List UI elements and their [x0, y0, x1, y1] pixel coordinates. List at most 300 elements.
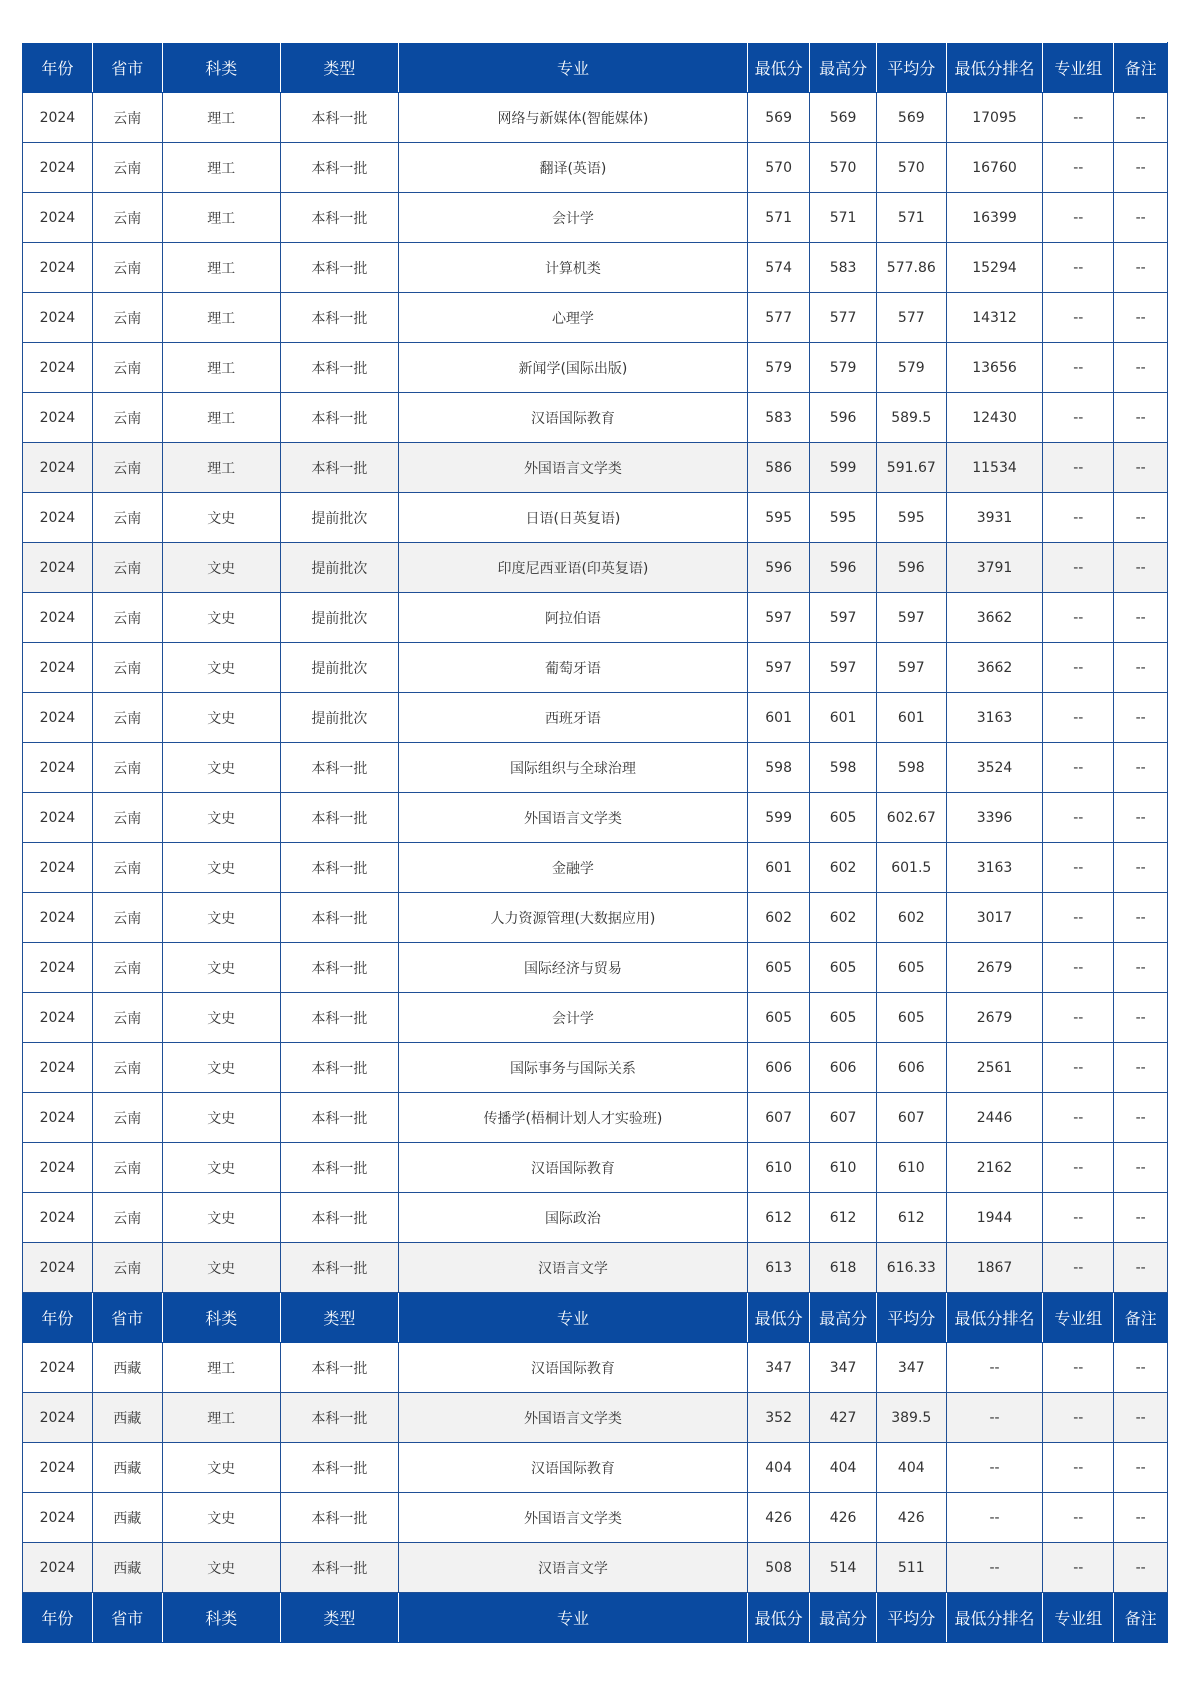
cell-major-group: -- — [1043, 1093, 1114, 1143]
cell-major-group: -- — [1043, 1043, 1114, 1093]
cell-batch: 本科一批 — [280, 1343, 398, 1393]
cell-major: 新闻学(国际出版) — [398, 343, 747, 393]
cell-avg-score: 616.33 — [876, 1243, 946, 1293]
cell-province: 云南 — [92, 943, 162, 993]
cell-province: 云南 — [92, 593, 162, 643]
cell-min-score: 595 — [747, 493, 809, 543]
cell-major-group: -- — [1043, 493, 1114, 543]
table-row — [23, 243, 1168, 293]
cell-year: 2024 — [23, 1143, 93, 1193]
table-row — [23, 693, 1168, 743]
cell-major-group: -- — [1043, 93, 1114, 143]
cell-major: 会计学 — [398, 193, 747, 243]
header-cell-max-score: 最高分 — [810, 1293, 877, 1343]
table-row — [23, 993, 1168, 1043]
cell-batch: 本科一批 — [280, 1243, 398, 1293]
cell-batch: 本科一批 — [280, 993, 398, 1043]
cell-batch: 本科一批 — [280, 1493, 398, 1543]
cell-avg-score: 570 — [876, 143, 946, 193]
cell-remark: -- — [1114, 243, 1168, 293]
header-cell-avg-score: 平均分 — [876, 1293, 946, 1343]
cell-avg-score: 606 — [876, 1043, 946, 1093]
cell-min-rank: 2446 — [946, 1093, 1043, 1143]
header-cell-batch: 类型 — [280, 1293, 398, 1343]
cell-remark: -- — [1114, 543, 1168, 593]
cell-min-rank: 3017 — [946, 893, 1043, 943]
cell-min-rank: 1944 — [946, 1193, 1043, 1243]
cell-min-score: 612 — [747, 1193, 809, 1243]
cell-max-score: 514 — [810, 1543, 877, 1593]
cell-major: 金融学 — [398, 843, 747, 893]
header-cell-province: 省市 — [92, 1293, 162, 1343]
cell-year: 2024 — [23, 1243, 93, 1293]
cell-min-rank: 11534 — [946, 443, 1043, 493]
cell-remark: -- — [1114, 443, 1168, 493]
cell-min-rank: 14312 — [946, 293, 1043, 343]
cell-major: 汉语国际教育 — [398, 393, 747, 443]
header-cell-batch: 类型 — [280, 43, 398, 93]
cell-batch: 本科一批 — [280, 343, 398, 393]
cell-remark: -- — [1114, 593, 1168, 643]
cell-category: 文史 — [162, 493, 280, 543]
cell-max-score: 606 — [810, 1043, 877, 1093]
cell-batch: 本科一批 — [280, 1393, 398, 1443]
header-cell-province: 省市 — [92, 1593, 162, 1643]
cell-major-group: -- — [1043, 193, 1114, 243]
table-header-row — [23, 1593, 1168, 1643]
cell-batch: 本科一批 — [280, 1143, 398, 1193]
cell-min-rank: 2679 — [946, 993, 1043, 1043]
cell-avg-score: 569 — [876, 93, 946, 143]
cell-major: 汉语国际教育 — [398, 1143, 747, 1193]
cell-avg-score: 596 — [876, 543, 946, 593]
cell-max-score: 347 — [810, 1343, 877, 1393]
cell-category: 文史 — [162, 1093, 280, 1143]
cell-max-score: 570 — [810, 143, 877, 193]
cell-year: 2024 — [23, 843, 93, 893]
cell-province: 云南 — [92, 443, 162, 493]
cell-province: 西藏 — [92, 1443, 162, 1493]
cell-max-score: 597 — [810, 643, 877, 693]
cell-min-rank: 3163 — [946, 843, 1043, 893]
header-cell-major: 专业 — [398, 1593, 747, 1643]
table-header-row — [23, 1293, 1168, 1343]
table-body — [23, 43, 1168, 1643]
cell-min-score: 570 — [747, 143, 809, 193]
header-cell-min-rank: 最低分排名 — [946, 1593, 1043, 1643]
cell-province: 云南 — [92, 643, 162, 693]
cell-major-group: -- — [1043, 1243, 1114, 1293]
table-row — [23, 943, 1168, 993]
cell-major: 网络与新媒体(智能媒体) — [398, 93, 747, 143]
cell-category: 理工 — [162, 443, 280, 493]
cell-min-score: 404 — [747, 1443, 809, 1493]
cell-max-score: 579 — [810, 343, 877, 393]
cell-major: 外国语言文学类 — [398, 793, 747, 843]
cell-province: 云南 — [92, 743, 162, 793]
cell-min-score: 597 — [747, 643, 809, 693]
cell-category: 理工 — [162, 1343, 280, 1393]
cell-remark: -- — [1114, 1543, 1168, 1593]
cell-remark: -- — [1114, 1443, 1168, 1493]
cell-min-rank: 3662 — [946, 643, 1043, 693]
cell-avg-score: 577 — [876, 293, 946, 343]
cell-major: 会计学 — [398, 993, 747, 1043]
cell-min-score: 569 — [747, 93, 809, 143]
cell-major-group: -- — [1043, 143, 1114, 193]
cell-major-group: -- — [1043, 793, 1114, 843]
cell-category: 文史 — [162, 1043, 280, 1093]
header-cell-batch: 类型 — [280, 1593, 398, 1643]
cell-min-score: 605 — [747, 993, 809, 1043]
cell-major-group: -- — [1043, 893, 1114, 943]
cell-category: 文史 — [162, 593, 280, 643]
cell-category: 文史 — [162, 1493, 280, 1543]
cell-remark: -- — [1114, 1093, 1168, 1143]
cell-batch: 本科一批 — [280, 1043, 398, 1093]
cell-year: 2024 — [23, 993, 93, 1043]
cell-major: 汉语国际教育 — [398, 1443, 747, 1493]
cell-province: 云南 — [92, 793, 162, 843]
cell-major-group: -- — [1043, 393, 1114, 443]
cell-max-score: 598 — [810, 743, 877, 793]
cell-min-rank: 12430 — [946, 393, 1043, 443]
cell-min-score: 606 — [747, 1043, 809, 1093]
table-row — [23, 843, 1168, 893]
cell-province: 云南 — [92, 1043, 162, 1093]
cell-avg-score: 389.5 — [876, 1393, 946, 1443]
table-row — [23, 1443, 1168, 1493]
cell-min-rank: 3662 — [946, 593, 1043, 643]
cell-province: 云南 — [92, 843, 162, 893]
table-row — [23, 443, 1168, 493]
cell-batch: 本科一批 — [280, 193, 398, 243]
cell-year: 2024 — [23, 943, 93, 993]
cell-remark: -- — [1114, 843, 1168, 893]
cell-category: 理工 — [162, 1393, 280, 1443]
cell-major-group: -- — [1043, 443, 1114, 493]
cell-min-rank: -- — [946, 1443, 1043, 1493]
cell-year: 2024 — [23, 1093, 93, 1143]
cell-category: 文史 — [162, 743, 280, 793]
cell-category: 理工 — [162, 293, 280, 343]
cell-category: 文史 — [162, 993, 280, 1043]
cell-category: 理工 — [162, 243, 280, 293]
cell-max-score: 612 — [810, 1193, 877, 1243]
cell-category: 文史 — [162, 1443, 280, 1493]
cell-min-rank: -- — [946, 1543, 1043, 1593]
cell-major: 国际政治 — [398, 1193, 747, 1243]
cell-year: 2024 — [23, 1193, 93, 1243]
cell-category: 文史 — [162, 1143, 280, 1193]
cell-min-score: 574 — [747, 243, 809, 293]
table-row — [23, 1543, 1168, 1593]
header-cell-year: 年份 — [23, 1593, 93, 1643]
cell-year: 2024 — [23, 443, 93, 493]
cell-min-rank: 2679 — [946, 943, 1043, 993]
cell-province: 云南 — [92, 993, 162, 1043]
cell-max-score: 583 — [810, 243, 877, 293]
cell-remark: -- — [1114, 293, 1168, 343]
cell-max-score: 597 — [810, 593, 877, 643]
cell-min-rank: -- — [946, 1393, 1043, 1443]
cell-major-group: -- — [1043, 1393, 1114, 1443]
cell-major-group: -- — [1043, 643, 1114, 693]
table-row — [23, 1243, 1168, 1293]
cell-year: 2024 — [23, 93, 93, 143]
cell-remark: -- — [1114, 993, 1168, 1043]
cell-batch: 提前批次 — [280, 643, 398, 693]
table-row — [23, 593, 1168, 643]
cell-remark: -- — [1114, 1243, 1168, 1293]
cell-major-group: -- — [1043, 593, 1114, 643]
cell-major: 计算机类 — [398, 243, 747, 293]
cell-province: 云南 — [92, 343, 162, 393]
cell-province: 云南 — [92, 1243, 162, 1293]
cell-province: 云南 — [92, 393, 162, 443]
cell-batch: 本科一批 — [280, 293, 398, 343]
cell-year: 2024 — [23, 293, 93, 343]
header-cell-avg-score: 平均分 — [876, 43, 946, 93]
cell-province: 云南 — [92, 143, 162, 193]
header-cell-remark: 备注 — [1114, 1293, 1168, 1343]
cell-batch: 提前批次 — [280, 493, 398, 543]
cell-category: 文史 — [162, 543, 280, 593]
cell-avg-score: 602.67 — [876, 793, 946, 843]
cell-year: 2024 — [23, 1493, 93, 1543]
cell-major: 外国语言文学类 — [398, 1493, 747, 1543]
cell-avg-score: 598 — [876, 743, 946, 793]
cell-batch: 本科一批 — [280, 1443, 398, 1493]
cell-remark: -- — [1114, 793, 1168, 843]
header-cell-category: 科类 — [162, 1593, 280, 1643]
cell-major: 葡萄牙语 — [398, 643, 747, 693]
cell-min-score: 613 — [747, 1243, 809, 1293]
table-row — [23, 1343, 1168, 1393]
cell-avg-score: 579 — [876, 343, 946, 393]
cell-max-score: 605 — [810, 993, 877, 1043]
cell-category: 文史 — [162, 643, 280, 693]
cell-major: 国际经济与贸易 — [398, 943, 747, 993]
cell-remark: -- — [1114, 343, 1168, 393]
table-row — [23, 293, 1168, 343]
cell-batch: 提前批次 — [280, 543, 398, 593]
header-cell-min-score: 最低分 — [747, 1293, 809, 1343]
cell-major: 传播学(梧桐计划人才实验班) — [398, 1093, 747, 1143]
cell-min-score: 610 — [747, 1143, 809, 1193]
cell-max-score: 426 — [810, 1493, 877, 1543]
cell-category: 文史 — [162, 1543, 280, 1593]
cell-batch: 本科一批 — [280, 1543, 398, 1593]
cell-province: 云南 — [92, 543, 162, 593]
cell-min-score: 586 — [747, 443, 809, 493]
cell-major: 西班牙语 — [398, 693, 747, 743]
cell-min-score: 583 — [747, 393, 809, 443]
header-cell-major: 专业 — [398, 43, 747, 93]
cell-batch: 提前批次 — [280, 593, 398, 643]
cell-max-score: 599 — [810, 443, 877, 493]
cell-avg-score: 577.86 — [876, 243, 946, 293]
cell-avg-score: 347 — [876, 1343, 946, 1393]
cell-province: 云南 — [92, 1143, 162, 1193]
cell-max-score: 596 — [810, 543, 877, 593]
cell-min-score: 352 — [747, 1393, 809, 1443]
cell-min-rank: 17095 — [946, 93, 1043, 143]
cell-avg-score: 612 — [876, 1193, 946, 1243]
cell-year: 2024 — [23, 393, 93, 443]
cell-year: 2024 — [23, 243, 93, 293]
cell-max-score: 569 — [810, 93, 877, 143]
cell-year: 2024 — [23, 593, 93, 643]
cell-min-rank: -- — [946, 1343, 1043, 1393]
header-cell-min-rank: 最低分排名 — [946, 43, 1043, 93]
cell-max-score: 605 — [810, 943, 877, 993]
cell-province: 云南 — [92, 693, 162, 743]
cell-min-score: 607 — [747, 1093, 809, 1143]
cell-min-score: 597 — [747, 593, 809, 643]
cell-province: 云南 — [92, 293, 162, 343]
cell-min-score: 426 — [747, 1493, 809, 1543]
table-row — [23, 393, 1168, 443]
cell-avg-score: 511 — [876, 1543, 946, 1593]
cell-avg-score: 597 — [876, 643, 946, 693]
cell-min-score: 577 — [747, 293, 809, 343]
cell-major-group: -- — [1043, 243, 1114, 293]
cell-max-score: 595 — [810, 493, 877, 543]
cell-batch: 本科一批 — [280, 1093, 398, 1143]
cell-province: 云南 — [92, 93, 162, 143]
cell-remark: -- — [1114, 1393, 1168, 1443]
cell-min-score: 571 — [747, 193, 809, 243]
cell-min-score: 347 — [747, 1343, 809, 1393]
table-row — [23, 1393, 1168, 1443]
header-cell-remark: 备注 — [1114, 43, 1168, 93]
header-cell-category: 科类 — [162, 1293, 280, 1343]
header-cell-remark: 备注 — [1114, 1593, 1168, 1643]
admission-scores-table — [22, 42, 1168, 1643]
cell-min-rank: 13656 — [946, 343, 1043, 393]
cell-min-score: 579 — [747, 343, 809, 393]
header-cell-avg-score: 平均分 — [876, 1593, 946, 1643]
cell-major-group: -- — [1043, 1443, 1114, 1493]
cell-major: 外国语言文学类 — [398, 1393, 747, 1443]
cell-remark: -- — [1114, 893, 1168, 943]
header-cell-major-group: 专业组 — [1043, 1293, 1114, 1343]
cell-batch: 本科一批 — [280, 743, 398, 793]
cell-max-score: 404 — [810, 1443, 877, 1493]
cell-min-rank: 3163 — [946, 693, 1043, 743]
cell-year: 2024 — [23, 1443, 93, 1493]
cell-category: 文史 — [162, 793, 280, 843]
cell-major: 人力资源管理(大数据应用) — [398, 893, 747, 943]
cell-province: 西藏 — [92, 1543, 162, 1593]
cell-max-score: 427 — [810, 1393, 877, 1443]
header-cell-category: 科类 — [162, 43, 280, 93]
cell-category: 文史 — [162, 1193, 280, 1243]
cell-major: 阿拉伯语 — [398, 593, 747, 643]
cell-major-group: -- — [1043, 343, 1114, 393]
cell-batch: 提前批次 — [280, 693, 398, 743]
header-cell-year: 年份 — [23, 43, 93, 93]
cell-year: 2024 — [23, 643, 93, 693]
cell-avg-score: 601 — [876, 693, 946, 743]
cell-remark: -- — [1114, 93, 1168, 143]
cell-major-group: -- — [1043, 1143, 1114, 1193]
cell-avg-score: 426 — [876, 1493, 946, 1543]
cell-min-rank: -- — [946, 1493, 1043, 1543]
cell-major: 印度尼西亚语(印英复语) — [398, 543, 747, 593]
header-cell-min-rank: 最低分排名 — [946, 1293, 1043, 1343]
table-header-row — [23, 43, 1168, 93]
cell-min-rank: 3396 — [946, 793, 1043, 843]
cell-max-score: 571 — [810, 193, 877, 243]
cell-major: 外国语言文学类 — [398, 443, 747, 493]
cell-batch: 本科一批 — [280, 793, 398, 843]
cell-min-rank: 1867 — [946, 1243, 1043, 1293]
table-row — [23, 93, 1168, 143]
cell-avg-score: 607 — [876, 1093, 946, 1143]
cell-min-score: 599 — [747, 793, 809, 843]
cell-major: 汉语言文学 — [398, 1243, 747, 1293]
cell-major: 国际组织与全球治理 — [398, 743, 747, 793]
header-cell-max-score: 最高分 — [810, 43, 877, 93]
cell-avg-score: 591.67 — [876, 443, 946, 493]
cell-min-rank: 3791 — [946, 543, 1043, 593]
cell-remark: -- — [1114, 493, 1168, 543]
cell-province: 西藏 — [92, 1493, 162, 1543]
cell-category: 文史 — [162, 943, 280, 993]
cell-batch: 本科一批 — [280, 1193, 398, 1243]
cell-category: 文史 — [162, 843, 280, 893]
cell-batch: 本科一批 — [280, 393, 398, 443]
header-cell-max-score: 最高分 — [810, 1593, 877, 1643]
cell-year: 2024 — [23, 693, 93, 743]
table-row — [23, 543, 1168, 593]
cell-province: 云南 — [92, 193, 162, 243]
cell-province: 云南 — [92, 493, 162, 543]
cell-year: 2024 — [23, 343, 93, 393]
cell-major: 汉语国际教育 — [398, 1343, 747, 1393]
table-row — [23, 1193, 1168, 1243]
table-row — [23, 1093, 1168, 1143]
cell-category: 理工 — [162, 393, 280, 443]
cell-min-rank: 3931 — [946, 493, 1043, 543]
cell-min-rank: 16760 — [946, 143, 1043, 193]
cell-major-group: -- — [1043, 743, 1114, 793]
cell-year: 2024 — [23, 493, 93, 543]
cell-category: 理工 — [162, 93, 280, 143]
table-row — [23, 1493, 1168, 1543]
cell-min-rank: 15294 — [946, 243, 1043, 293]
cell-remark: -- — [1114, 943, 1168, 993]
table-row — [23, 193, 1168, 243]
cell-major-group: -- — [1043, 543, 1114, 593]
cell-min-score: 602 — [747, 893, 809, 943]
cell-major: 翻译(英语) — [398, 143, 747, 193]
cell-category: 理工 — [162, 343, 280, 393]
header-cell-min-score: 最低分 — [747, 43, 809, 93]
cell-min-rank: 2561 — [946, 1043, 1043, 1093]
cell-major: 国际事务与国际关系 — [398, 1043, 747, 1093]
cell-year: 2024 — [23, 143, 93, 193]
cell-remark: -- — [1114, 143, 1168, 193]
cell-major: 心理学 — [398, 293, 747, 343]
cell-remark: -- — [1114, 1143, 1168, 1193]
cell-category: 文史 — [162, 1243, 280, 1293]
cell-remark: -- — [1114, 1343, 1168, 1393]
cell-min-score: 605 — [747, 943, 809, 993]
cell-major-group: -- — [1043, 293, 1114, 343]
